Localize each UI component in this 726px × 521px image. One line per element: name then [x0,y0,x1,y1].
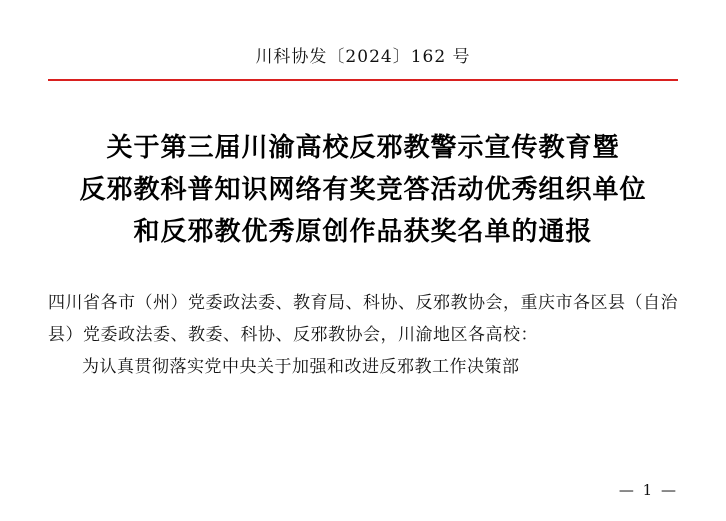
title-line-2: 反邪教科普知识网络有奖竞答活动优秀组织单位 [79,175,647,205]
body-paragraph-addressees: 四川省各市（州）党委政法委、教育局、科协、反邪教协会，重庆市各区县（自治县）党委政法委、教委、科协、反邪教协会，川渝地区各高校： [48,293,678,345]
document-number: 川科协发〔2024〕162 号 [255,47,471,67]
title-line-1: 关于第三届川渝高校反邪教警示宣传教育暨 [106,133,620,163]
title-line-3: 和反邪教优秀原创作品获奖名单的通报 [133,217,593,247]
page-number: — 1 — [618,481,678,499]
document-title [48,127,678,253]
document-body [48,287,678,383]
red-divider-rule [48,79,678,81]
body-paragraph-opening: 为认真贯彻落实党中央关于加强和改进反邪教工作决策部 [82,357,520,377]
